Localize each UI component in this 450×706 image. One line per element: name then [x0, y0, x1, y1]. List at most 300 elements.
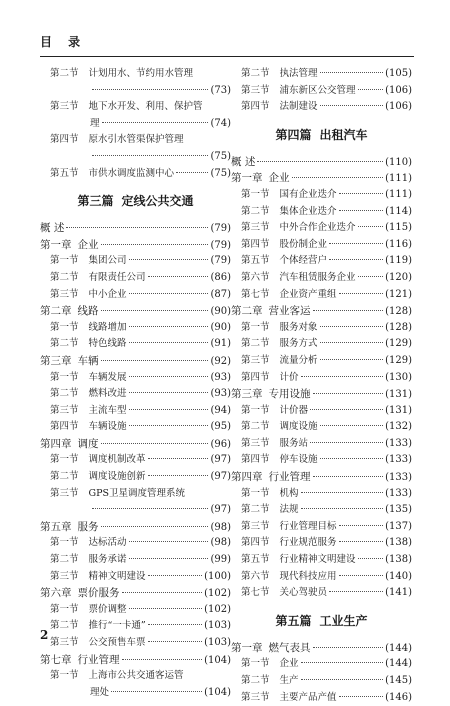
entry-number: 第四节: [241, 454, 270, 466]
dot-leader: [339, 541, 384, 542]
toc-entry-continuation[interactable]: [40, 149, 231, 166]
toc-chapter-entry[interactable]: [40, 353, 231, 370]
entry-page-number: (145): [385, 675, 412, 686]
entry-title: 车辆设施: [88, 421, 127, 433]
entry-number: 第五节: [50, 167, 79, 179]
page-header: 目 录: [40, 35, 87, 49]
entry-page-number: (133): [385, 454, 412, 466]
entry-number: 第三节: [50, 637, 79, 648]
entry-title: 行业管理: [77, 653, 120, 666]
dot-leader: [310, 442, 383, 443]
toc-chapter-entry[interactable]: [231, 154, 412, 171]
dot-leader: [313, 647, 384, 648]
toc-section-entry[interactable]: [40, 132, 231, 149]
toc-section-entry[interactable]: [231, 673, 412, 690]
toc-section-entry[interactable]: [40, 618, 231, 635]
entry-number: 第二节: [50, 271, 79, 283]
part-title: 定线公共交通: [121, 194, 194, 209]
toc-section-entry[interactable]: [231, 83, 412, 100]
entry-number: 第一章: [231, 641, 263, 654]
entry-page-number: (137): [385, 520, 412, 532]
entry-page-number: (103): [204, 637, 231, 648]
entry-number: 第一节: [50, 321, 79, 333]
entry-title: 服务对象: [279, 321, 318, 333]
entry-page-number: (129): [385, 338, 412, 350]
entry-number: 第四节: [241, 537, 270, 549]
dot-leader: [101, 526, 209, 527]
entry-title: 调度: [77, 437, 99, 450]
entry-number: 第二节: [241, 675, 270, 686]
dot-leader: [320, 105, 384, 106]
entry-number: 第三章: [40, 354, 72, 367]
toc-section-entry[interactable]: [231, 535, 412, 552]
toc-section-entry[interactable]: [231, 204, 412, 221]
entry-number: 第二节: [50, 68, 79, 79]
toc-section-entry[interactable]: [40, 336, 231, 353]
dot-leader: [358, 558, 384, 559]
toc-section-entry[interactable]: [231, 220, 412, 237]
entry-number: 第三节: [50, 101, 79, 113]
entry-title: 市供水调度监测中心: [88, 167, 175, 179]
toc-section-entry[interactable]: [231, 187, 412, 204]
toc-chapter-entry[interactable]: [40, 220, 231, 237]
toc-left-column: [40, 66, 231, 701]
entry-number: 第六节: [241, 271, 270, 283]
toc-section-entry[interactable]: [40, 166, 231, 183]
toc-section-entry[interactable]: [231, 419, 412, 436]
entry-page-number: (141): [385, 587, 412, 599]
entry-number: 第四节: [241, 238, 270, 250]
dot-leader: [101, 310, 209, 311]
toc-section-entry[interactable]: [231, 486, 412, 503]
entry-number: 第七节: [241, 288, 270, 300]
entry-page-number: (104): [204, 686, 231, 698]
entry-title: 企业: [268, 172, 290, 185]
entry-page-number: (106): [385, 101, 412, 113]
toc-entry-continuation[interactable]: [40, 83, 231, 100]
entry-number: 第一节: [50, 255, 79, 267]
entry-title: 票价服务: [77, 587, 120, 600]
entry-number: 第一章: [231, 172, 263, 185]
dot-leader: [129, 425, 209, 426]
dot-leader: [148, 475, 209, 476]
entry-page-number: (75): [210, 167, 231, 179]
part-heading: [231, 608, 412, 634]
dot-leader: [313, 476, 384, 477]
entry-number: 第三节: [50, 570, 79, 582]
entry-number: 第二节: [50, 620, 79, 632]
dot-leader: [358, 226, 384, 227]
dot-leader: [148, 458, 209, 459]
dot-leader: [92, 89, 208, 90]
entry-page-number: (86): [210, 271, 231, 283]
toc-section-entry[interactable]: [40, 452, 231, 469]
entry-title: 主流车型: [88, 404, 127, 416]
toc-section-entry[interactable]: [40, 569, 231, 586]
toc-section-entry[interactable]: [231, 66, 412, 83]
dot-leader: [92, 155, 208, 156]
entry-title: 概 述: [231, 155, 256, 168]
dot-leader: [66, 227, 208, 228]
entry-title: 关心驾驶员: [279, 587, 328, 599]
entry-page-number: (90): [210, 321, 231, 333]
entry-title: 行业管理目标: [279, 520, 337, 532]
toc-section-entry[interactable]: [231, 253, 412, 270]
dot-leader: [320, 72, 384, 73]
entry-number: 第二节: [50, 554, 79, 566]
entry-title: 中小企业: [88, 288, 127, 300]
entry-page-number: (111): [385, 188, 412, 200]
entry-title: 调度设施创新: [88, 471, 146, 483]
part-heading: [231, 122, 412, 148]
entry-page-number: (133): [385, 472, 412, 484]
entry-number: 第一节: [241, 404, 270, 416]
toc-entry-continuation[interactable]: [40, 116, 231, 133]
entry-title: 现代科技应用: [279, 570, 337, 582]
entry-title: 行业精神文明建设: [279, 554, 356, 566]
toc-section-entry[interactable]: [231, 585, 412, 602]
dot-leader: [320, 359, 384, 360]
dot-leader: [122, 592, 203, 593]
entry-title: 企业: [77, 238, 99, 251]
toc-section-entry[interactable]: [40, 668, 231, 685]
toc-section-entry[interactable]: [40, 287, 231, 304]
entry-page-number: (129): [385, 354, 412, 366]
part-number: 第四篇: [275, 127, 312, 142]
dot-leader: [339, 193, 384, 194]
entry-page-number: (131): [385, 389, 412, 401]
entry-title: 原水引水管渠保护管理: [88, 134, 184, 146]
dot-leader: [101, 360, 209, 361]
dot-leader: [148, 641, 203, 642]
toc-section-entry[interactable]: [40, 552, 231, 569]
dot-leader: [148, 624, 202, 625]
toc-section-entry[interactable]: [231, 452, 412, 469]
entry-page-number: (138): [385, 537, 412, 549]
entry-number: 第三节: [50, 288, 79, 300]
toc-right-column: [231, 66, 412, 706]
entry-number: 第二节: [241, 68, 270, 79]
entry-number: 第一节: [241, 487, 270, 499]
dot-leader: [92, 508, 208, 509]
entry-page-number: (128): [385, 321, 412, 333]
entry-number: 第二节: [241, 421, 270, 433]
entry-title: 行业管理: [268, 471, 311, 484]
entry-title: 浦东新区公交管理: [279, 84, 356, 96]
entry-page-number: (130): [385, 371, 412, 383]
toc-section-entry[interactable]: [231, 656, 412, 673]
toc-entry-continuation[interactable]: [40, 502, 231, 519]
part-heading: [40, 188, 231, 214]
dot-leader: [102, 122, 209, 123]
entry-number: 第一节: [50, 454, 79, 466]
toc-section-entry[interactable]: [231, 270, 412, 287]
entry-number: 第三节: [241, 691, 270, 703]
toc-section-entry[interactable]: [231, 287, 412, 304]
dot-leader: [320, 458, 384, 459]
entry-title: 营业客运: [268, 305, 311, 318]
part-number: 第三篇: [77, 194, 114, 209]
entry-number: 第三节: [241, 520, 270, 532]
entry-page-number: (75): [210, 150, 231, 162]
entry-page-number: (91): [210, 338, 231, 350]
entry-number: 第四节: [241, 371, 270, 383]
dot-leader: [129, 376, 209, 377]
dot-leader: [129, 326, 209, 327]
dot-leader: [339, 525, 384, 526]
entry-title: 调度设施: [279, 421, 318, 433]
entry-title: 企业: [279, 658, 299, 670]
entry-title: 行业规范服务: [279, 537, 337, 549]
entry-page-number: (73): [210, 84, 231, 96]
entry-title: 生产: [279, 675, 299, 686]
entry-page-number: (100): [204, 570, 231, 582]
dot-leader: [176, 172, 208, 173]
entry-page-number: (102): [204, 603, 231, 615]
dot-leader: [310, 409, 383, 410]
entry-title: 服务方式: [279, 338, 318, 350]
entry-title: 法制建设: [279, 101, 318, 113]
entry-title: 公交预售车票: [88, 637, 146, 648]
toc-section-entry[interactable]: [231, 552, 412, 569]
dot-leader: [301, 376, 384, 377]
dot-leader: [129, 558, 209, 559]
entry-title: 个体经营户: [279, 255, 328, 267]
dot-leader: [122, 659, 203, 660]
dot-leader: [148, 276, 209, 277]
entry-page-number: (90): [210, 306, 231, 318]
entry-title: 专用设施: [268, 388, 311, 401]
entry-number: 第二章: [231, 305, 263, 318]
toc-section-entry[interactable]: [40, 66, 231, 83]
entry-page-number: (120): [385, 271, 412, 283]
toc-chapter-entry[interactable]: [231, 386, 412, 403]
entry-page-number: (98): [210, 521, 231, 533]
dot-leader: [329, 591, 383, 592]
part-title: 出租汽车: [319, 127, 368, 142]
toc-chapter-entry[interactable]: [231, 170, 412, 187]
dot-leader: [313, 393, 384, 394]
entry-page-number: (97): [210, 504, 231, 516]
entry-title: 计划用水、节约用水管理: [88, 68, 194, 79]
dot-leader: [101, 443, 209, 444]
entry-title: 达标活动: [88, 537, 127, 549]
entry-title: 燃气表具: [268, 641, 311, 654]
entry-title: 中外合作企业迭介: [279, 222, 356, 234]
entry-number: 第一节: [241, 658, 270, 670]
dot-leader: [301, 662, 384, 663]
entry-title: 计价: [279, 371, 299, 383]
dot-leader: [339, 210, 384, 211]
entry-title: 计价器: [279, 404, 309, 416]
toc-entry-continuation[interactable]: [40, 685, 231, 702]
entry-title: 车辆发展: [88, 371, 127, 383]
toc-section-entry[interactable]: [40, 635, 231, 652]
dot-leader: [320, 425, 384, 426]
entry-title: 票价调整: [88, 603, 127, 615]
entry-number: 第三章: [231, 388, 263, 401]
entry-number: 第二节: [50, 471, 79, 483]
entry-number: 第一节: [241, 321, 270, 333]
entry-title: 服务: [77, 520, 99, 533]
part-title: 工业生产: [319, 613, 368, 628]
toc-section-entry[interactable]: [231, 370, 412, 387]
entry-page-number: (93): [210, 371, 231, 383]
entry-page-number: (102): [204, 588, 231, 600]
entry-number: 第一节: [50, 603, 79, 615]
dot-leader: [148, 575, 203, 576]
entry-title: 国有企业迭介: [279, 188, 337, 200]
entry-title: 服务承诺: [88, 554, 127, 566]
entry-number: 第二章: [40, 305, 72, 318]
dot-leader: [129, 409, 209, 410]
entry-number: 第二节: [50, 388, 79, 400]
dot-leader: [339, 696, 384, 697]
dot-leader: [129, 342, 209, 343]
entry-page-number: (128): [385, 306, 412, 318]
toc-chapter-entry[interactable]: [231, 303, 412, 320]
dot-leader: [101, 244, 209, 245]
entry-page-number: (74): [210, 117, 231, 129]
entry-number: 第三节: [241, 437, 270, 449]
toc-section-entry[interactable]: [40, 535, 231, 552]
toc-section-entry[interactable]: [231, 519, 412, 536]
entry-title: 线路: [77, 305, 99, 318]
dot-leader: [129, 293, 209, 294]
entry-page-number: (144): [385, 658, 412, 670]
entry-title: 有限责任公司: [88, 271, 146, 283]
toc-section-entry[interactable]: [40, 403, 231, 420]
entry-title: 推行“一卡通”: [88, 620, 146, 632]
entry-title: 线路增加: [88, 321, 127, 333]
entry-page-number: (138): [385, 554, 412, 566]
toc-section-entry[interactable]: [40, 602, 231, 619]
entry-page-number: (111): [385, 173, 412, 185]
entry-number: 第四节: [50, 421, 79, 433]
entry-number: 第三节: [50, 487, 79, 499]
entry-page-number: (92): [210, 355, 231, 367]
entry-title: 停车设施: [279, 454, 318, 466]
entry-page-number: (106): [385, 84, 412, 96]
toc-section-entry[interactable]: [40, 469, 231, 486]
entry-page-number: (110): [385, 156, 412, 168]
toc-section-entry[interactable]: [40, 370, 231, 387]
entry-title: 理处: [90, 686, 110, 698]
entry-title: 执法管理: [279, 68, 318, 79]
dot-leader: [257, 161, 383, 162]
entry-page-number: (87): [210, 288, 231, 300]
toc-section-entry[interactable]: [40, 99, 231, 116]
entry-number: 第二节: [241, 205, 270, 217]
toc-section-entry[interactable]: [231, 99, 412, 116]
entry-title: 集团公司: [88, 255, 127, 267]
entry-number: 第一章: [40, 238, 72, 251]
toc-section-entry[interactable]: [40, 270, 231, 287]
entry-number: 第一节: [50, 537, 79, 549]
toc-chapter-entry[interactable]: [40, 585, 231, 602]
entry-title: 燃料改进: [88, 388, 127, 400]
entry-title: 精神文明建设: [88, 570, 146, 582]
entry-title: 企业资产重组: [279, 288, 337, 300]
toc-section-entry[interactable]: [231, 336, 412, 353]
entry-page-number: (79): [210, 255, 231, 267]
entry-number: 第一节: [50, 371, 79, 383]
toc-chapter-entry[interactable]: [40, 436, 231, 453]
toc-chapter-entry[interactable]: [40, 519, 231, 536]
page-number: 2: [40, 628, 49, 642]
entry-number: 第三节: [241, 222, 270, 234]
toc-section-entry[interactable]: [40, 253, 231, 270]
dot-leader: [129, 259, 209, 260]
part-number: 第五篇: [275, 613, 312, 628]
entry-title: 服务站: [279, 437, 309, 449]
toc-section-entry[interactable]: [231, 436, 412, 453]
entry-number: 第四章: [231, 471, 263, 484]
entry-title: 概 述: [40, 222, 65, 235]
entry-title: 特色线路: [88, 338, 127, 350]
toc-section-entry[interactable]: [231, 237, 412, 254]
toc-section-entry[interactable]: [40, 320, 231, 337]
toc-section-entry[interactable]: [231, 569, 412, 586]
toc-section-entry[interactable]: [231, 403, 412, 420]
dot-leader: [111, 691, 202, 692]
dot-leader: [329, 243, 383, 244]
dot-leader: [301, 492, 384, 493]
entry-page-number: (105): [385, 68, 412, 79]
dot-leader: [129, 541, 209, 542]
entry-title: 主要产品产值: [279, 691, 337, 703]
toc-section-entry[interactable]: [231, 690, 412, 706]
toc-chapter-entry[interactable]: [231, 469, 412, 486]
toc-chapter-entry[interactable]: [231, 640, 412, 657]
toc-section-entry[interactable]: [40, 386, 231, 403]
toc-section-entry[interactable]: [231, 353, 412, 370]
entry-number: 第二节: [50, 338, 79, 350]
dot-leader: [292, 177, 384, 178]
toc-section-entry[interactable]: [231, 502, 412, 519]
entry-page-number: (114): [385, 205, 412, 217]
entry-title: GPS卫星调度管理系统: [88, 487, 186, 499]
dot-leader: [358, 89, 384, 90]
entry-page-number: (121): [385, 288, 412, 300]
dot-leader: [339, 575, 384, 576]
toc-chapter-entry[interactable]: [40, 303, 231, 320]
entry-number: 第三节: [241, 354, 270, 366]
entry-number: 第五章: [40, 520, 72, 533]
entry-page-number: (135): [385, 504, 412, 516]
entry-page-number: (104): [204, 654, 231, 666]
entry-title: 理: [90, 117, 100, 129]
dot-leader: [320, 342, 384, 343]
entry-number: 第五节: [241, 255, 270, 267]
toc-section-entry[interactable]: [231, 320, 412, 337]
entry-title: 上海市公共交通客运管: [88, 670, 184, 682]
dot-leader: [129, 392, 209, 393]
entry-title: 车辆: [77, 354, 99, 367]
toc-section-entry[interactable]: [40, 419, 231, 436]
toc-chapter-entry[interactable]: [40, 237, 231, 254]
entry-title: 调度机制改革: [88, 454, 146, 466]
toc-section-entry[interactable]: [40, 486, 231, 503]
entry-page-number: (79): [210, 239, 231, 251]
toc-chapter-entry[interactable]: [40, 652, 231, 669]
entry-page-number: (95): [210, 421, 231, 433]
entry-title: 法规: [279, 504, 299, 516]
entry-number: 第三节: [50, 404, 79, 416]
header-rule: [40, 56, 414, 57]
entry-page-number: (79): [210, 223, 231, 235]
entry-page-number: (144): [385, 642, 412, 654]
